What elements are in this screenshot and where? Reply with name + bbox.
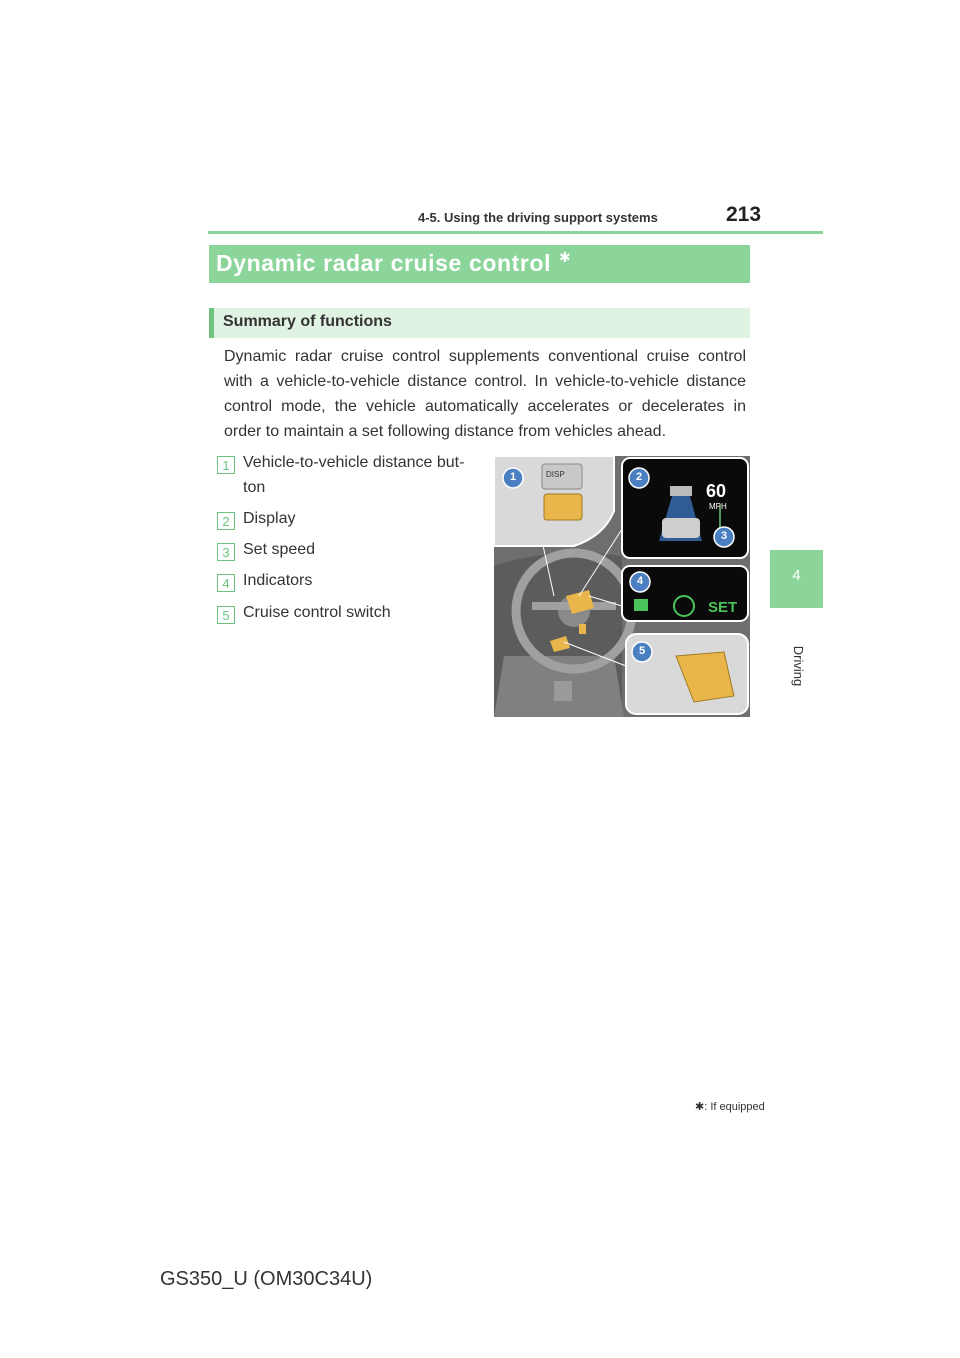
chapter-number: 4 (792, 567, 801, 584)
chapter-label: Driving (791, 645, 806, 687)
footnote (695, 1100, 765, 1113)
image-code: IN45GS027b (700, 706, 741, 713)
speed-value: 60 (706, 481, 727, 501)
cockpit-illustration (494, 456, 750, 717)
list-item: Indicators (243, 572, 313, 589)
callout-3: 3 (720, 530, 728, 542)
disp-button-label: DISP (546, 470, 565, 479)
callout-1: 1 (509, 471, 517, 483)
subtitle-accent (209, 308, 214, 338)
footnote-marker: ✱ (695, 1101, 705, 1113)
list-item: Display (243, 510, 296, 527)
manual-code: GS350_U (OM30C34U) (160, 1268, 373, 1290)
item-number: 4 (217, 574, 235, 592)
footnote-text: : If equipped (704, 1101, 765, 1113)
set-indicator: SET (708, 599, 738, 616)
subtitle: Summary of functions (223, 313, 392, 330)
callout-4: 4 (636, 575, 644, 587)
list-item: Cruise control switch (243, 604, 391, 621)
header-rule (208, 231, 823, 234)
speed-unit: MPH (709, 502, 727, 511)
page-number: 213 (726, 203, 762, 226)
list-item: Vehicle-to-vehicle distance but- (243, 454, 465, 471)
callout-2: 2 (635, 471, 643, 483)
item-number: 5 (217, 606, 235, 624)
item-number: 3 (217, 543, 235, 561)
intro-paragraph: Dynamic radar cruise control supplements conventional cruise control with a vehicle-to-vehicle distance control. In vehicle-to-vehicle distance control mode, the vehicle automatically accelerates or decelerates in order to maintain a set following distance from vehicles ahead. (224, 348, 746, 440)
list-item: Set speed (243, 541, 316, 558)
item-number: 2 (217, 512, 235, 530)
item-number: 1 (217, 456, 235, 474)
section-heading: 4-5. Using the driving support systems (418, 210, 658, 225)
callout-5: 5 (638, 645, 646, 657)
list-item: ton (243, 479, 266, 496)
page-title: Dynamic radar cruise control (216, 250, 552, 276)
optional-equipment-marker: ✱ (559, 249, 571, 265)
